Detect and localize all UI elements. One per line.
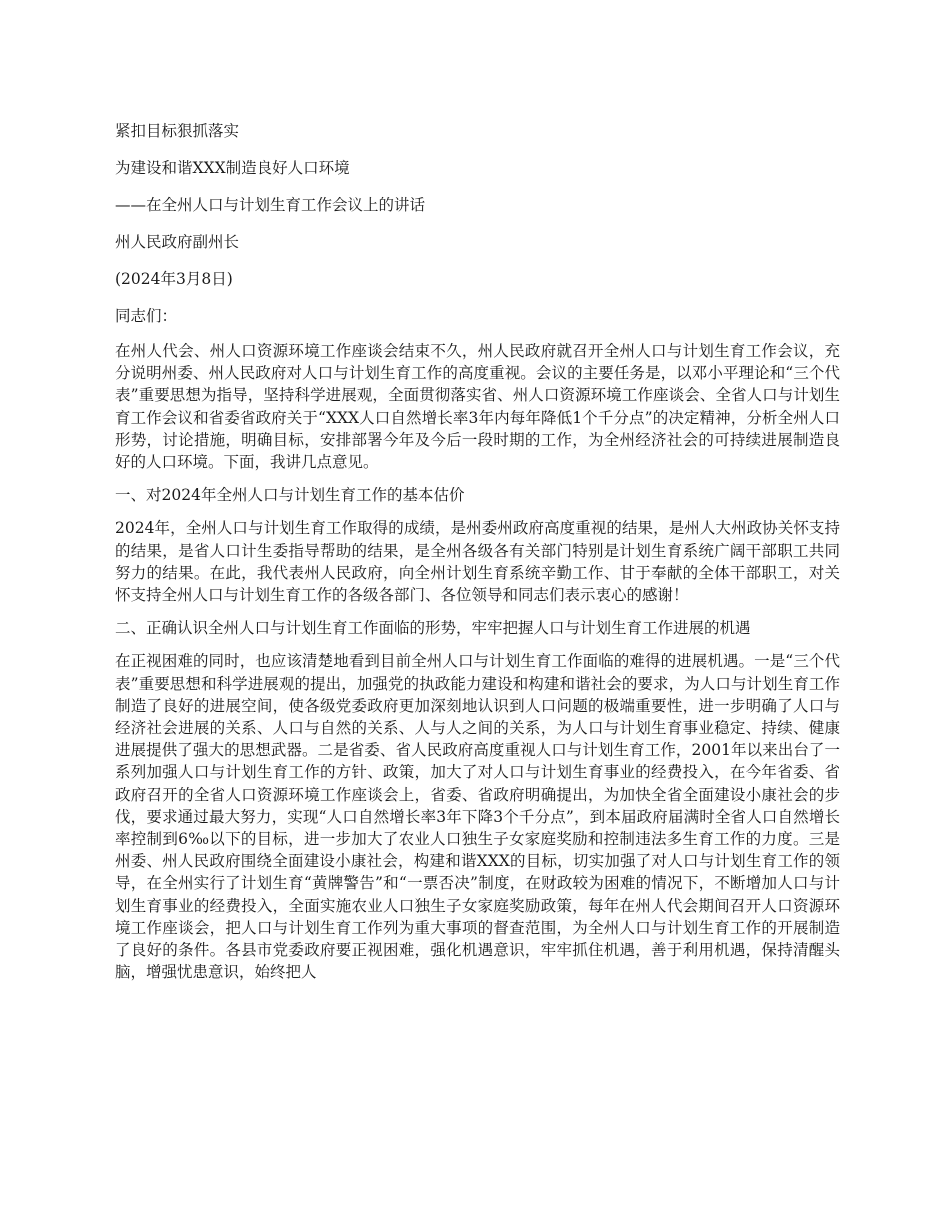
document-title: 紧扣目标狠抓落实 <box>115 122 240 140</box>
section-1-paragraph: 2024年，全州人口与计划生育工作取得的成绩，是州委州政府高度重视的结果，是州人大州政协关怀支持的结果，是省人口计生委指导帮助的结果，是全州各级各有关部门特别是计划生育系统广阔干部职工共同努力的结果。在此，我代表州人民政府，向全州计划生育系统辛勤工作、甘于奉献的全体干部职工，对关怀支持全州人口与计划生育工作的各级各部门、各位领导和同志们表示衷心的感谢！ <box>115 519 840 605</box>
speaker-title: 州人民政府副州长 <box>115 233 240 251</box>
section-2-paragraph: 在正视困难的同时，也应该清楚地看到目前全州人口与计划生育工作面临的难得的进展机遇。一是“三个代表”重要思想和科学进展观的提出，加强党的执政能力建设和构建和谐社会的要求，为人口与计划生育工作制造了良好的进展空间，使各级党委政府更加深刻地认识到人口问题的极端重要性，进一步明确了人口与经济社会进展的关系、人口与自然的关系、人与人之间的关系，为人口与计划生育事业稳定、持续、健康进展提供了强大的思想武器。二是省委、省人民政府高度重视人口与计划生育工作，2001年以来出台了一系列加强人口与计划生育工作的方针、政策，加大了对人口与计划生育事业的经费投入，在今年省委、省政府召开的全省人口资源环境工作座谈会上，省委、省政府明确提出，为加快全省全面建设小康社会的步伐，要求通过最大努力，实现“人口自然增长率3年下降3个千分点”，到本届政府届满时全省人口自然增长率控制到6‰以下的目标，进一步加大了农业人口独生子女家庭奖励和控制违法多生育工作的力度。三是州委、州人民政府围绕全面建设小康社会，构建和谐XXX的目标，切实加强了对人口与计划生育工作的领导，在全州实行了计划生育“黄牌警告”和“一票否决”制度，在财政较为困难的情况下，不断增加人口与计划生育事业的经费投入，全面实施农业人口独生子女家庭奖励政策，每年在州人代会期间召开人口资源环境工作座谈会，把人口与计划生育工作列为重大事项的督查范围，为全州人口与计划生育工作的开展制造了良好的条件。各县市党委政府要正视困难，强化机遇意识，牢牢抓住机遇，善于利用机遇，保持清醒头脑，增强忧患意识，始终把人 <box>115 652 840 982</box>
document-page <box>115 118 840 994</box>
intro-paragraph: 在州人代会、州人口资源环境工作座谈会结束不久，州人民政府就召开全州人口与计划生育工作会议，充分说明州委、州人民政府对人口与计划生育工作的高度重视。会议的主要任务是，以邓小平理论和“三个代表”重要思想为指导，坚持科学进展观，全面贯彻落实省、州人口资源环境工作座谈会、全省人口与计划生育工作会议和省委省政府关于“XXX人口自然增长率3年内每年降低1个千分点”的决定精神，分析全州人口形势，讨论措施，明确目标，安排部署今年及今后一段时期的工作，为全州经济社会的可持续进展制造良好的人口环境。下面，我讲几点意见。 <box>115 342 840 472</box>
salutation: 同志们： <box>115 307 178 325</box>
document-subtitle: 为建设和谐XXX制造良好人口环境 <box>115 159 350 177</box>
speech-occasion: ——在全州人口与计划生育工作会议上的讲话 <box>115 196 426 214</box>
section-1-heading: 一、对2024年全州人口与计划生育工作的基本估价 <box>115 486 465 505</box>
speech-date: (2024年3月8日) <box>115 270 233 288</box>
section-2-heading: 二、正确认识全州人口与计划生育工作面临的形势，牢牢把握人口与计划生育工作进展的机遇 <box>115 619 751 638</box>
